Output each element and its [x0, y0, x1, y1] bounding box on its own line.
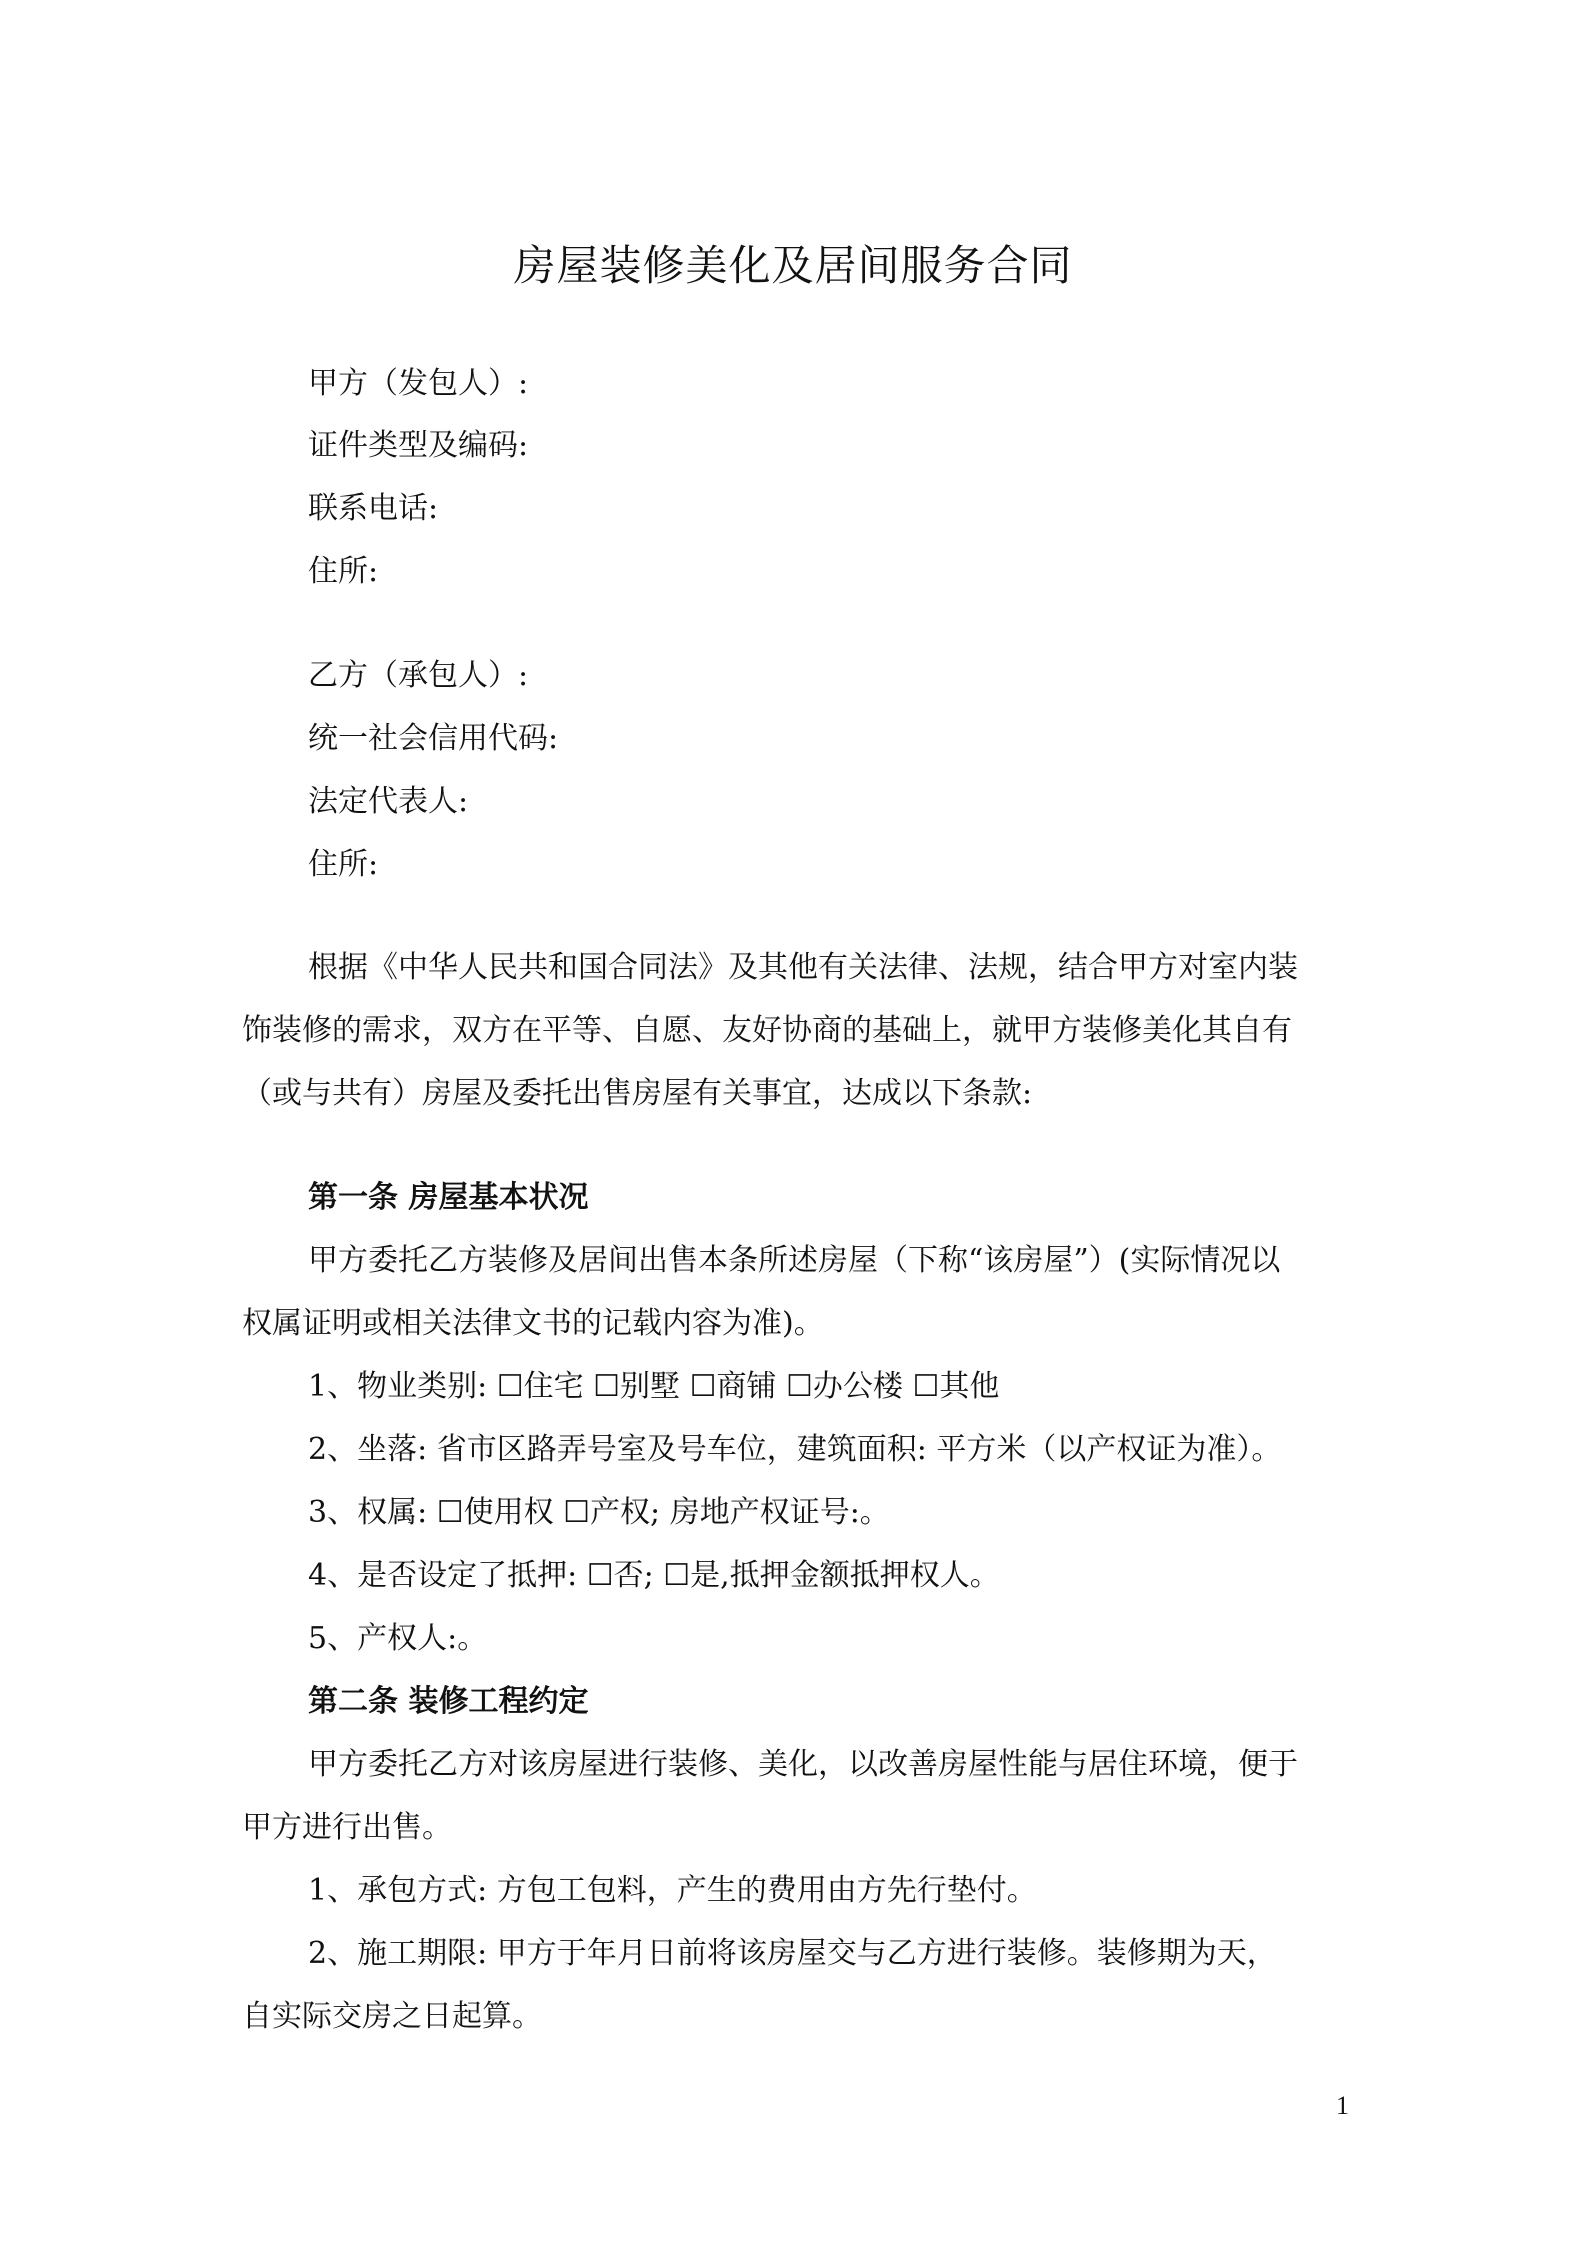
article-1-item-ownership: 3、权属: ☐使用权 ☐产权; 房地产权证号:。	[308, 1495, 890, 1530]
article-1-heading: 第一条 房屋基本状况	[308, 1180, 589, 1215]
party-a-address-label: 住所:	[308, 554, 379, 589]
party-b-heading: 乙方（承包人）:	[308, 658, 529, 693]
preamble-line: 饰装修的需求，双方在平等、自愿、友好协商的基础上，就甲方装修美化其自有	[242, 1013, 1292, 1048]
party-b-credit-code-label: 统一社会信用代码:	[308, 721, 559, 756]
article-1-item-owner: 5、产权人:。	[308, 1621, 488, 1656]
preamble-line: 根据《中华人民共和国合同法》及其他有关法律、法规，结合甲方对室内装	[308, 950, 1298, 985]
article-2-item-contract-mode: 1、承包方式: 方包工包料，产生的费用由方先行垫付。	[308, 1873, 1037, 1908]
article-1-intro: 权属证明或相关法律文书的记载内容为准)。	[242, 1306, 824, 1341]
party-a-heading: 甲方（发包人）:	[308, 366, 529, 401]
article-1-item-mortgage: 4、是否设定了抵押: ☐否; ☐是,抵押金额抵押权人。	[308, 1558, 1000, 1593]
article-2-intro: 甲方进行出售。	[242, 1810, 452, 1845]
party-a-phone-label: 联系电话:	[308, 491, 439, 526]
party-b-address-label: 住所:	[308, 847, 379, 882]
article-1-item-property-type: 1、物业类别: ☐住宅 ☐别墅 ☐商铺 ☐办公楼 ☐其他	[308, 1369, 1000, 1404]
article-2-heading: 第二条 装修工程约定	[308, 1684, 589, 1719]
contract-title: 房屋装修美化及居间服务合同	[513, 241, 1073, 290]
preamble-line: （或与共有）房屋及委托出售房屋有关事宜，达成以下条款:	[242, 1076, 1033, 1111]
article-2-item-schedule: 2、施工期限: 甲方于年月日前将该房屋交与乙方进行装修。装修期为天，	[308, 1936, 1277, 1971]
article-1-intro: 甲方委托乙方装修及居间出售本条所述房屋（下称“该房屋”）(实际情况以	[308, 1243, 1281, 1278]
party-b-legal-rep-label: 法定代表人:	[308, 784, 469, 819]
party-a-id-label: 证件类型及编码:	[308, 428, 529, 463]
article-2-intro: 甲方委托乙方对该房屋进行装修、美化，以改善房屋性能与居住环境，便于	[308, 1747, 1298, 1782]
article-1-item-location: 2、坐落: 省市区路弄号室及号车位，建筑面积: 平方米（以产权证为准）。	[308, 1432, 1282, 1467]
page-number: 1	[1336, 2091, 1349, 2120]
article-2-item-schedule: 自实际交房之日起算。	[242, 1999, 542, 2034]
